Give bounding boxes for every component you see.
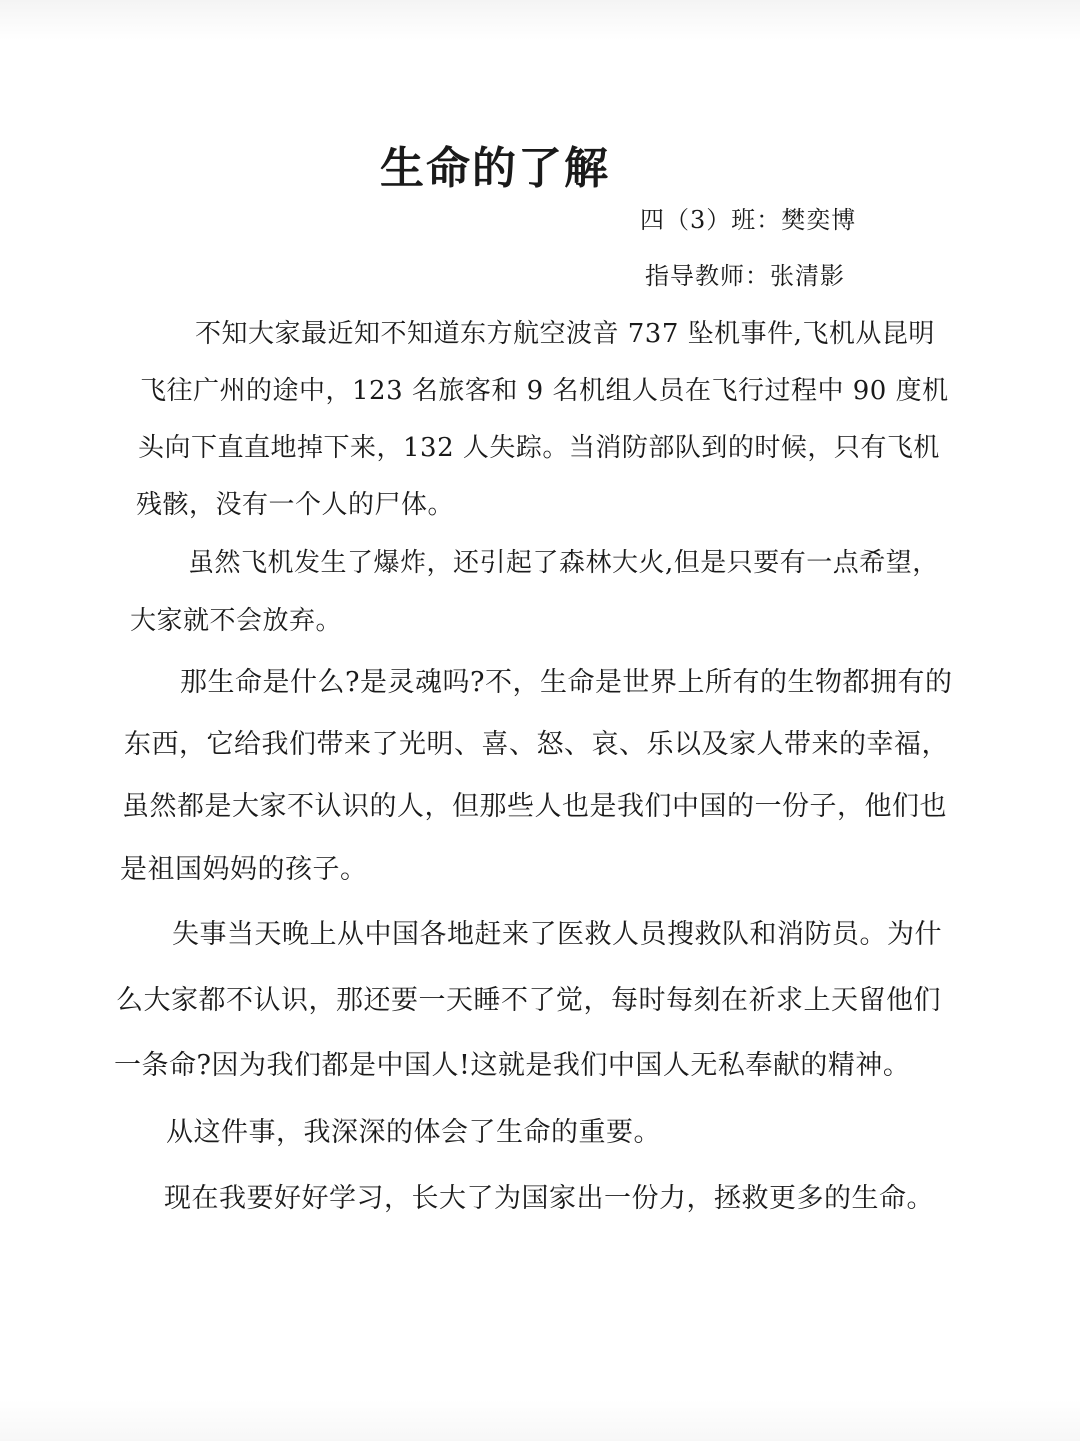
paragraph-line: 失事当天晚上从中国各地赶来了医救人员搜救队和消防员。为什 bbox=[172, 919, 942, 950]
class-author-line: 四（3）班：樊奕博 bbox=[640, 206, 857, 234]
paragraph-line: 东西，它给我们带来了光明、喜、怒、哀、乐以及家人带来的幸福， bbox=[124, 729, 949, 760]
essay-title: 生命的了解 bbox=[380, 143, 610, 194]
paragraph-line: 飞往广州的途中，123 名旅客和 9 名机组人员在飞行过程中 90 度机 bbox=[140, 376, 949, 406]
paragraph-line: 虽然飞机发生了爆炸，还引起了森林大火,但是只要有一点希望， bbox=[188, 548, 939, 578]
paragraph-line: 大家就不会放弃。 bbox=[130, 606, 343, 636]
teacher-line: 指导教师：张清影 bbox=[645, 262, 845, 290]
paragraph-line: 是祖国妈妈的孩子。 bbox=[120, 854, 368, 885]
paragraph-line: 从这件事，我深深的体会了生命的重要。 bbox=[166, 1117, 661, 1148]
paragraph-line: 残骸，没有一个人的尸体。 bbox=[136, 490, 455, 520]
paragraph-line: 那生命是什么?是灵魂吗?不，生命是世界上所有的生物都拥有的 bbox=[180, 667, 953, 698]
paragraph-line: 虽然都是大家不认识的人，但那些人也是我们中国的一份子，他们也 bbox=[122, 791, 947, 822]
paragraph-line: 现在我要好好学习，长大了为国家出一份力，拯救更多的生命。 bbox=[164, 1183, 934, 1214]
paragraph-line: 头向下直直地掉下来，132 人失踪。当消防部队到的时候，只有飞机 bbox=[138, 433, 940, 463]
paragraph-line: 么大家都不认识，那还要一天睡不了觉，每时每刻在祈求上天留他们 bbox=[116, 985, 941, 1016]
paragraph-line: 不知大家最近知不知道东方航空波音 737 坠机事件,飞机从昆明 bbox=[195, 319, 935, 349]
paragraph-line: 一条命?因为我们都是中国人!这就是我们中国人无私奉献的精神。 bbox=[114, 1050, 911, 1081]
